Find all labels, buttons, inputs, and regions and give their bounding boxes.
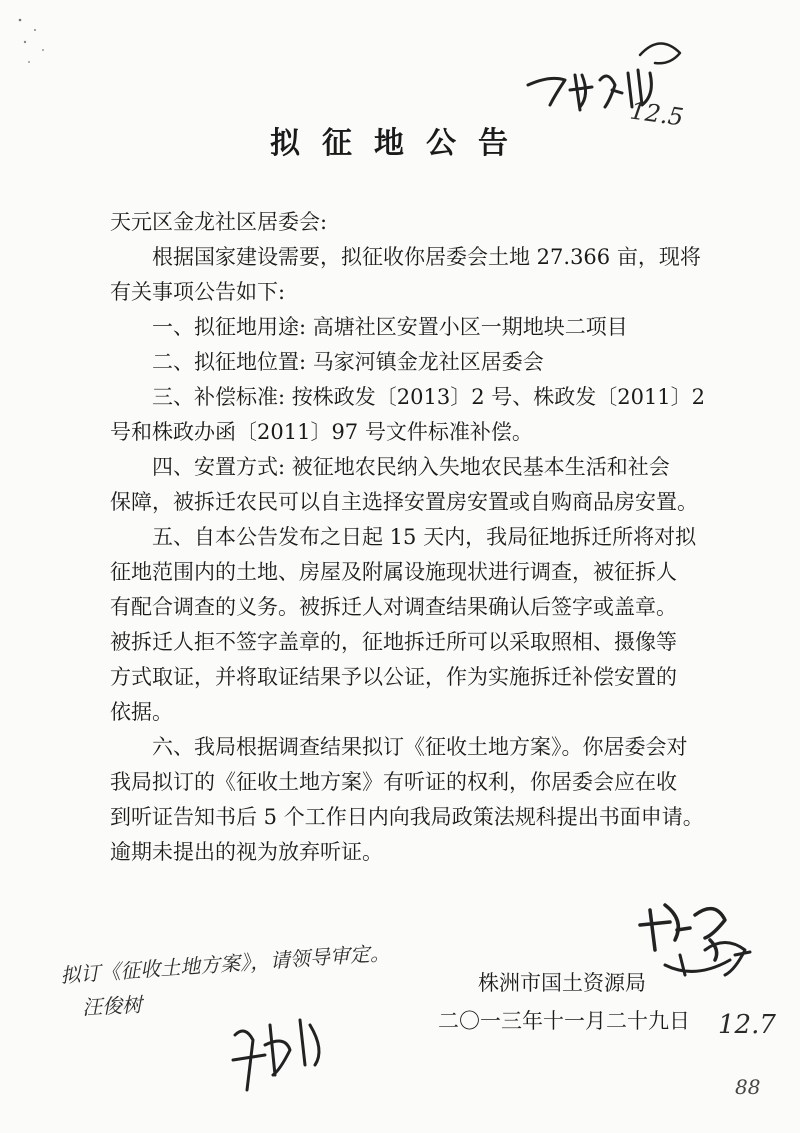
body-line: 方式取证，并将取证结果予以公证，作为实施拆迁补偿安置的 bbox=[110, 665, 677, 689]
notice-body bbox=[110, 205, 720, 870]
handwritten-date-top: 12.5 bbox=[628, 96, 686, 132]
body-line: 有配合调查的义务。被拆迁人对调查结果确认后签字或盖章。 bbox=[110, 595, 677, 619]
issuer-name: 株洲市国土资源局 bbox=[478, 971, 646, 995]
handwritten-note-line-2: 汪俊树 bbox=[81, 992, 143, 1020]
body-line: 征地范围内的土地、房屋及附属设施现状进行调查，被征拆人 bbox=[110, 560, 677, 584]
handwritten-note-line-1: 拟订《征收土地方案》，请领导审定。 bbox=[59, 940, 391, 988]
scan-specks bbox=[15, 12, 55, 76]
body-line: 号和株政办函〔2011〕97 号文件标准补偿。 bbox=[110, 420, 533, 444]
handwritten-date-bottom: 12.7 bbox=[718, 1010, 776, 1040]
body-line: 有关事项公告如下: bbox=[110, 280, 286, 304]
issue-date: 二〇一三年十一月二十九日 bbox=[438, 1009, 690, 1033]
body-line: 逾期未提出的视为放弃听证。 bbox=[110, 840, 383, 864]
body-line: 我局拟订的《征收土地方案》有听证的权利，你居委会应在收 bbox=[110, 770, 677, 794]
signature-bottom-left-icon bbox=[225, 1005, 345, 1105]
addressee: 天元区金龙社区居委会: bbox=[110, 210, 328, 234]
signature-bottom-right-icon bbox=[635, 890, 795, 1020]
body-line: 根据国家建设需要，拟征收你居委会土地 27.366 亩，现将 bbox=[152, 245, 701, 269]
page-number: 88 bbox=[735, 1075, 761, 1099]
body-line: 一、拟征地用途: 高塘社区安置小区一期地块二项目 bbox=[152, 315, 628, 339]
body-line: 三、补偿标准: 按株政发〔2013〕2 号、株政发〔2011〕2 bbox=[152, 385, 706, 409]
body-line: 被拆迁人拒不签字盖章的，征地拆迁所可以采取照相、摄像等 bbox=[110, 630, 677, 654]
body-line: 依据。 bbox=[110, 700, 173, 724]
body-line: 六、我局根据调查结果拟订《征收土地方案》。你居委会对 bbox=[152, 735, 688, 759]
body-line: 到听证告知书后 5 个工作日内向我局政策法规科提出书面申请。 bbox=[110, 805, 704, 829]
page-title: 拟征地公告 bbox=[270, 126, 530, 161]
body-line: 五、自本公告发布之日起 15 天内，我局征地拆迁所将对拟 bbox=[152, 525, 697, 549]
scan-specks-icon bbox=[15, 12, 55, 72]
body-line: 保障，被拆迁农民可以自主选择安置房安置或自购商品房安置。 bbox=[110, 490, 698, 514]
body-line: 二、拟征地位置: 马家河镇金龙社区居委会 bbox=[152, 350, 544, 374]
body-line: 四、安置方式: 被征地农民纳入失地农民基本生活和社会 bbox=[152, 455, 670, 479]
